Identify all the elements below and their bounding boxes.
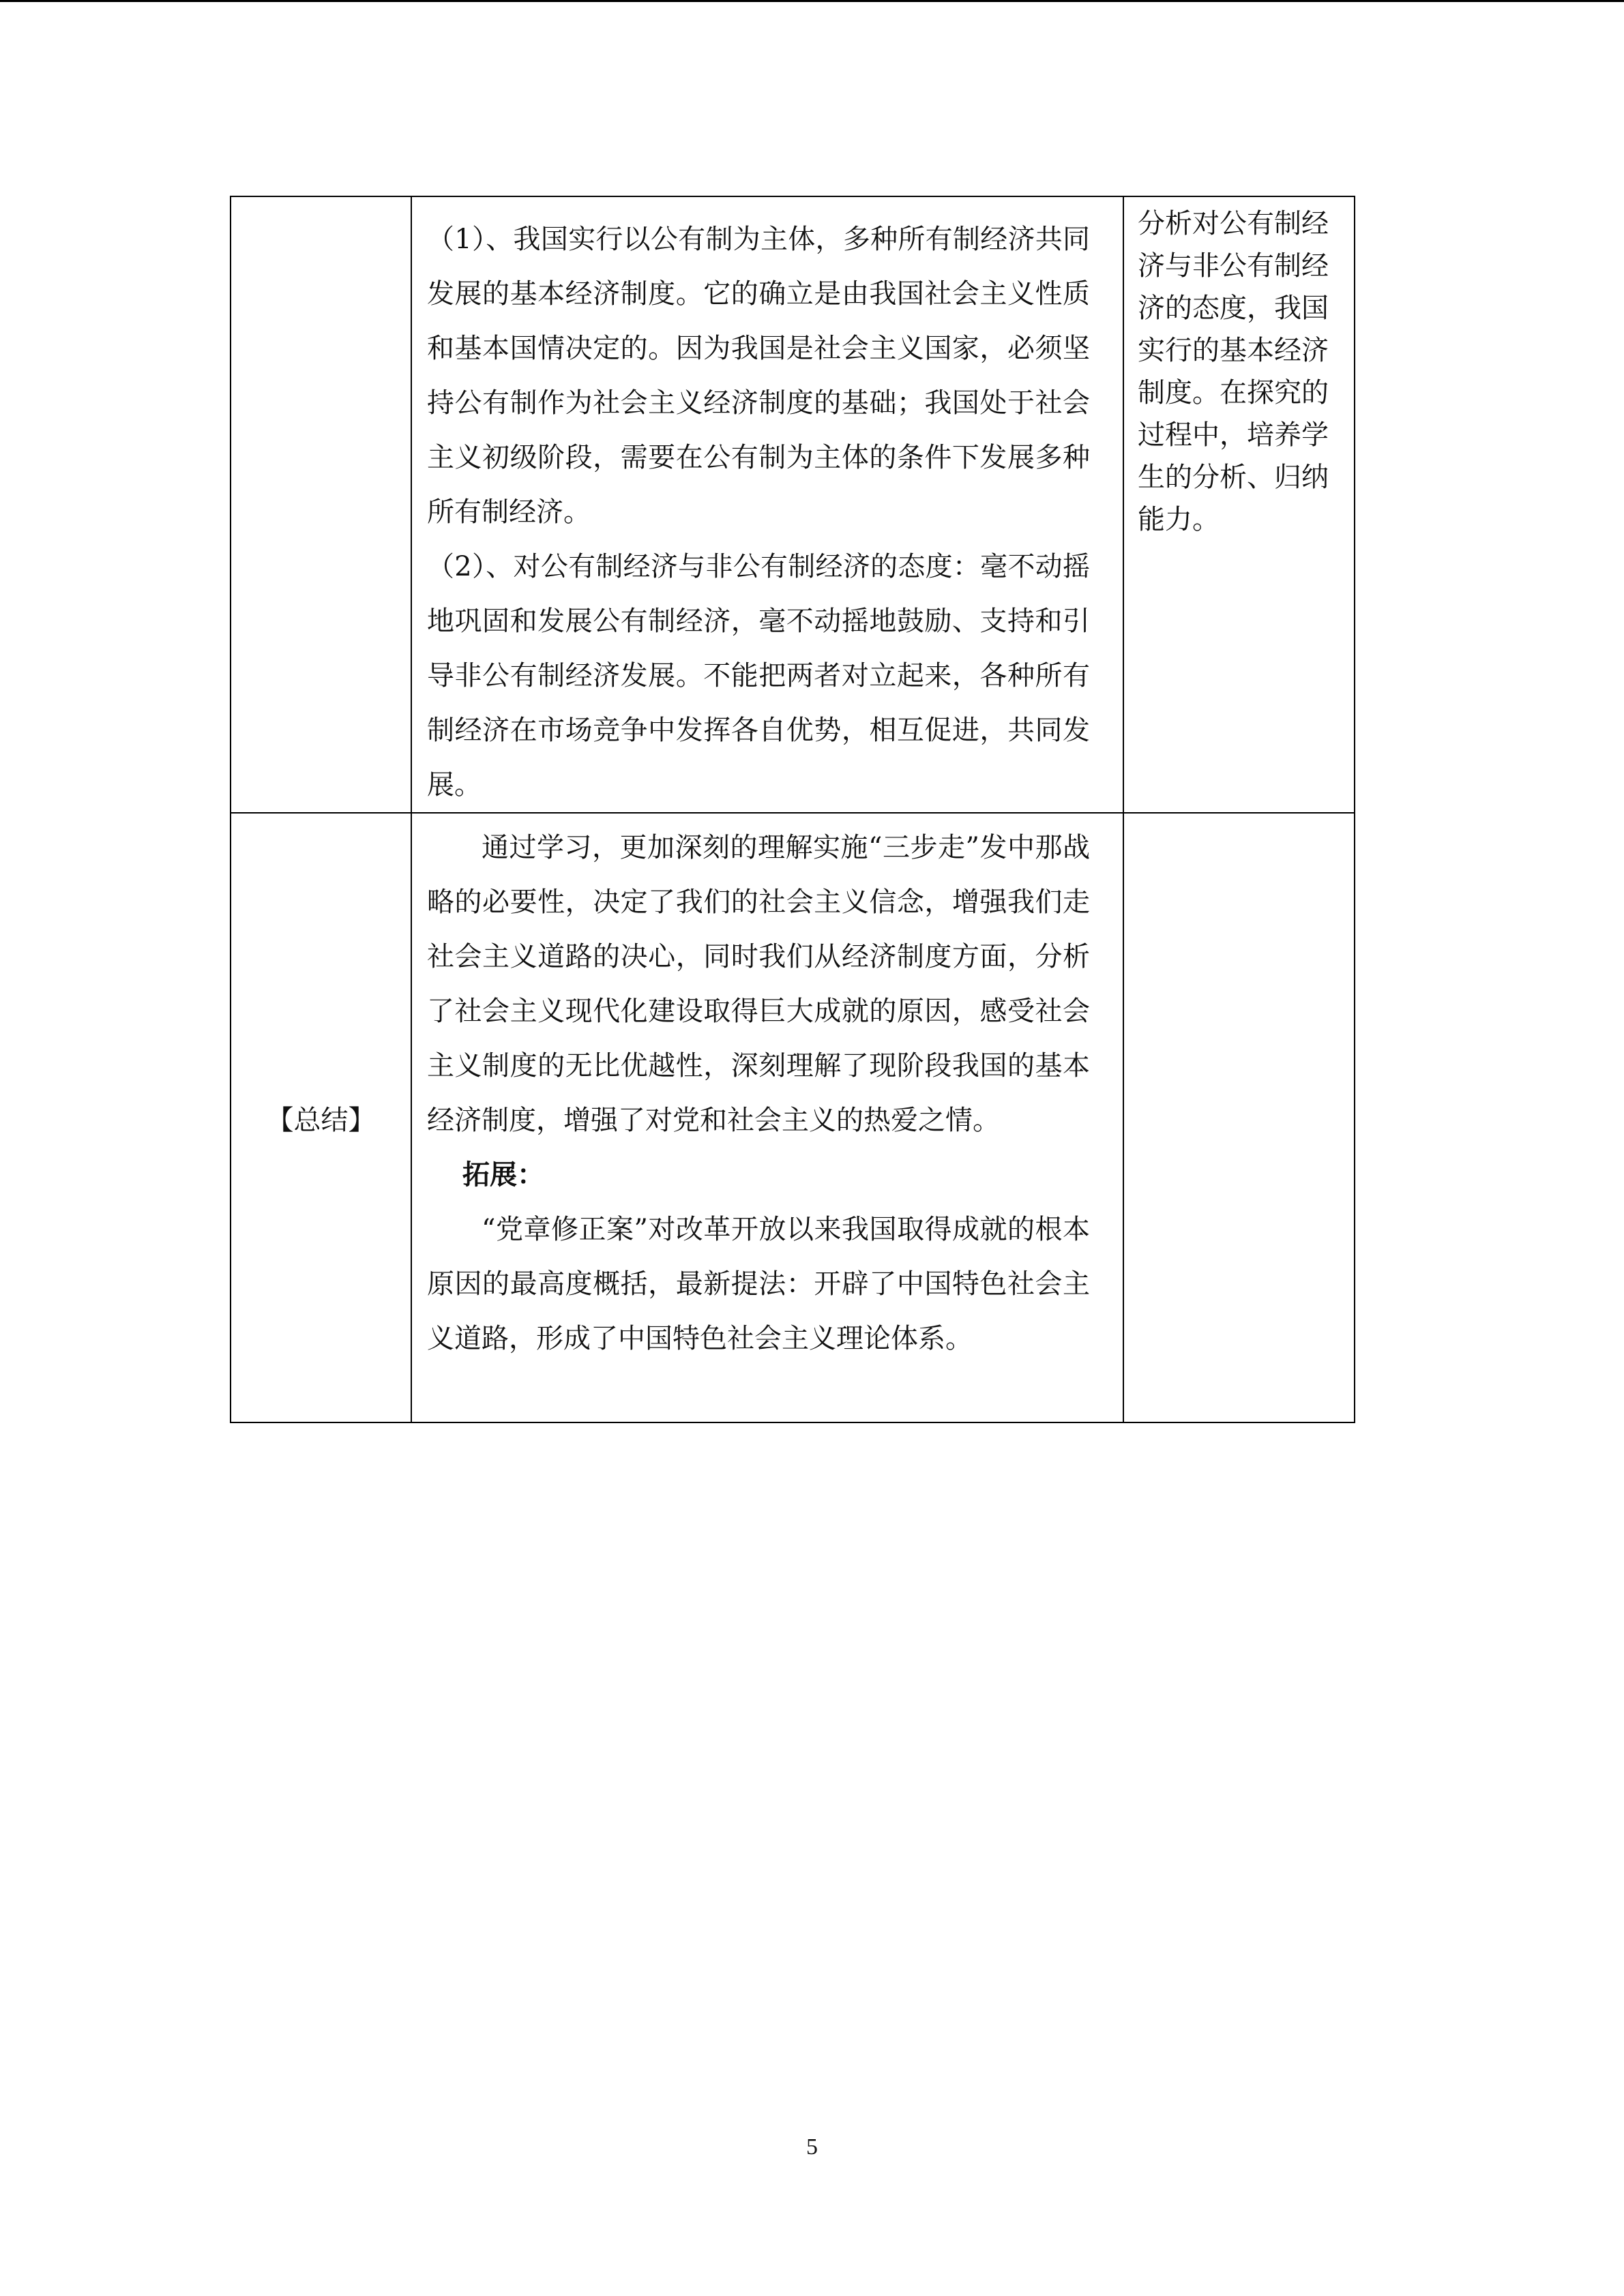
summary-label: 【总结】 xyxy=(231,813,411,1422)
page-top-border xyxy=(0,0,1624,2)
extension-paragraph: “党章修正案”对改革开放以来我国取得成就的根本原因的最高度概括，最新提法：开辟了中国特色社会主义道路，形成了中国特色社会主义理论体系。 xyxy=(427,1214,1090,1354)
content-cell xyxy=(411,196,1123,813)
page-number: 5 xyxy=(806,2134,818,2160)
table-row xyxy=(231,813,1355,1422)
lesson-plan-table xyxy=(230,196,1355,1423)
empty-note-cell xyxy=(1123,813,1355,1422)
design-intent-cell xyxy=(1123,196,1355,813)
design-intent-text: 分析对公有制经济与非公有制经济的态度，我国实行的基本经济制度。在探究的过程中，培养学生的分析、归纳能力。 xyxy=(1138,208,1329,535)
summary-paragraph: 通过学习，更加深刻的理解实施“三步走”发中那战略的必要性，决定了我们的社会主义信念，增强我们走社会主义道路的决心，同时我们从经济制度方面，分析了社会主义现代化建设取得巨大成就的原因，感受社会主义制度的无比优越性，深刻理解了现阶段我国的基本经济制度，增强了对党和社会主义的热爱之情。 xyxy=(427,832,1090,1136)
summary-content-cell xyxy=(411,813,1123,1422)
point-1-paragraph: （1）、我国实行以公有制为主体，多种所有制经济共同发展的基本经济制度。它的确立是由我国社会主义性质和基本国情决定的。因为我国是社会主义国家，必须坚持公有制作为社会主义经济制度的基础；我国处于社会主义初级阶段，需要在公有制为主体的条件下发展多种所有制经济。 xyxy=(427,224,1090,528)
table-row xyxy=(231,196,1355,813)
row-label-cell xyxy=(231,196,411,813)
point-2-paragraph: （2）、对公有制经济与非公有制经济的态度：毫不动摇地巩固和发展公有制经济，毫不动摇地鼓励、支持和引导非公有制经济发展。不能把两者对立起来，各种所有制经济在市场竞争中发挥各自优势，相互促进，共同发展。 xyxy=(427,551,1090,801)
extension-label: 拓展： xyxy=(462,1159,544,1191)
